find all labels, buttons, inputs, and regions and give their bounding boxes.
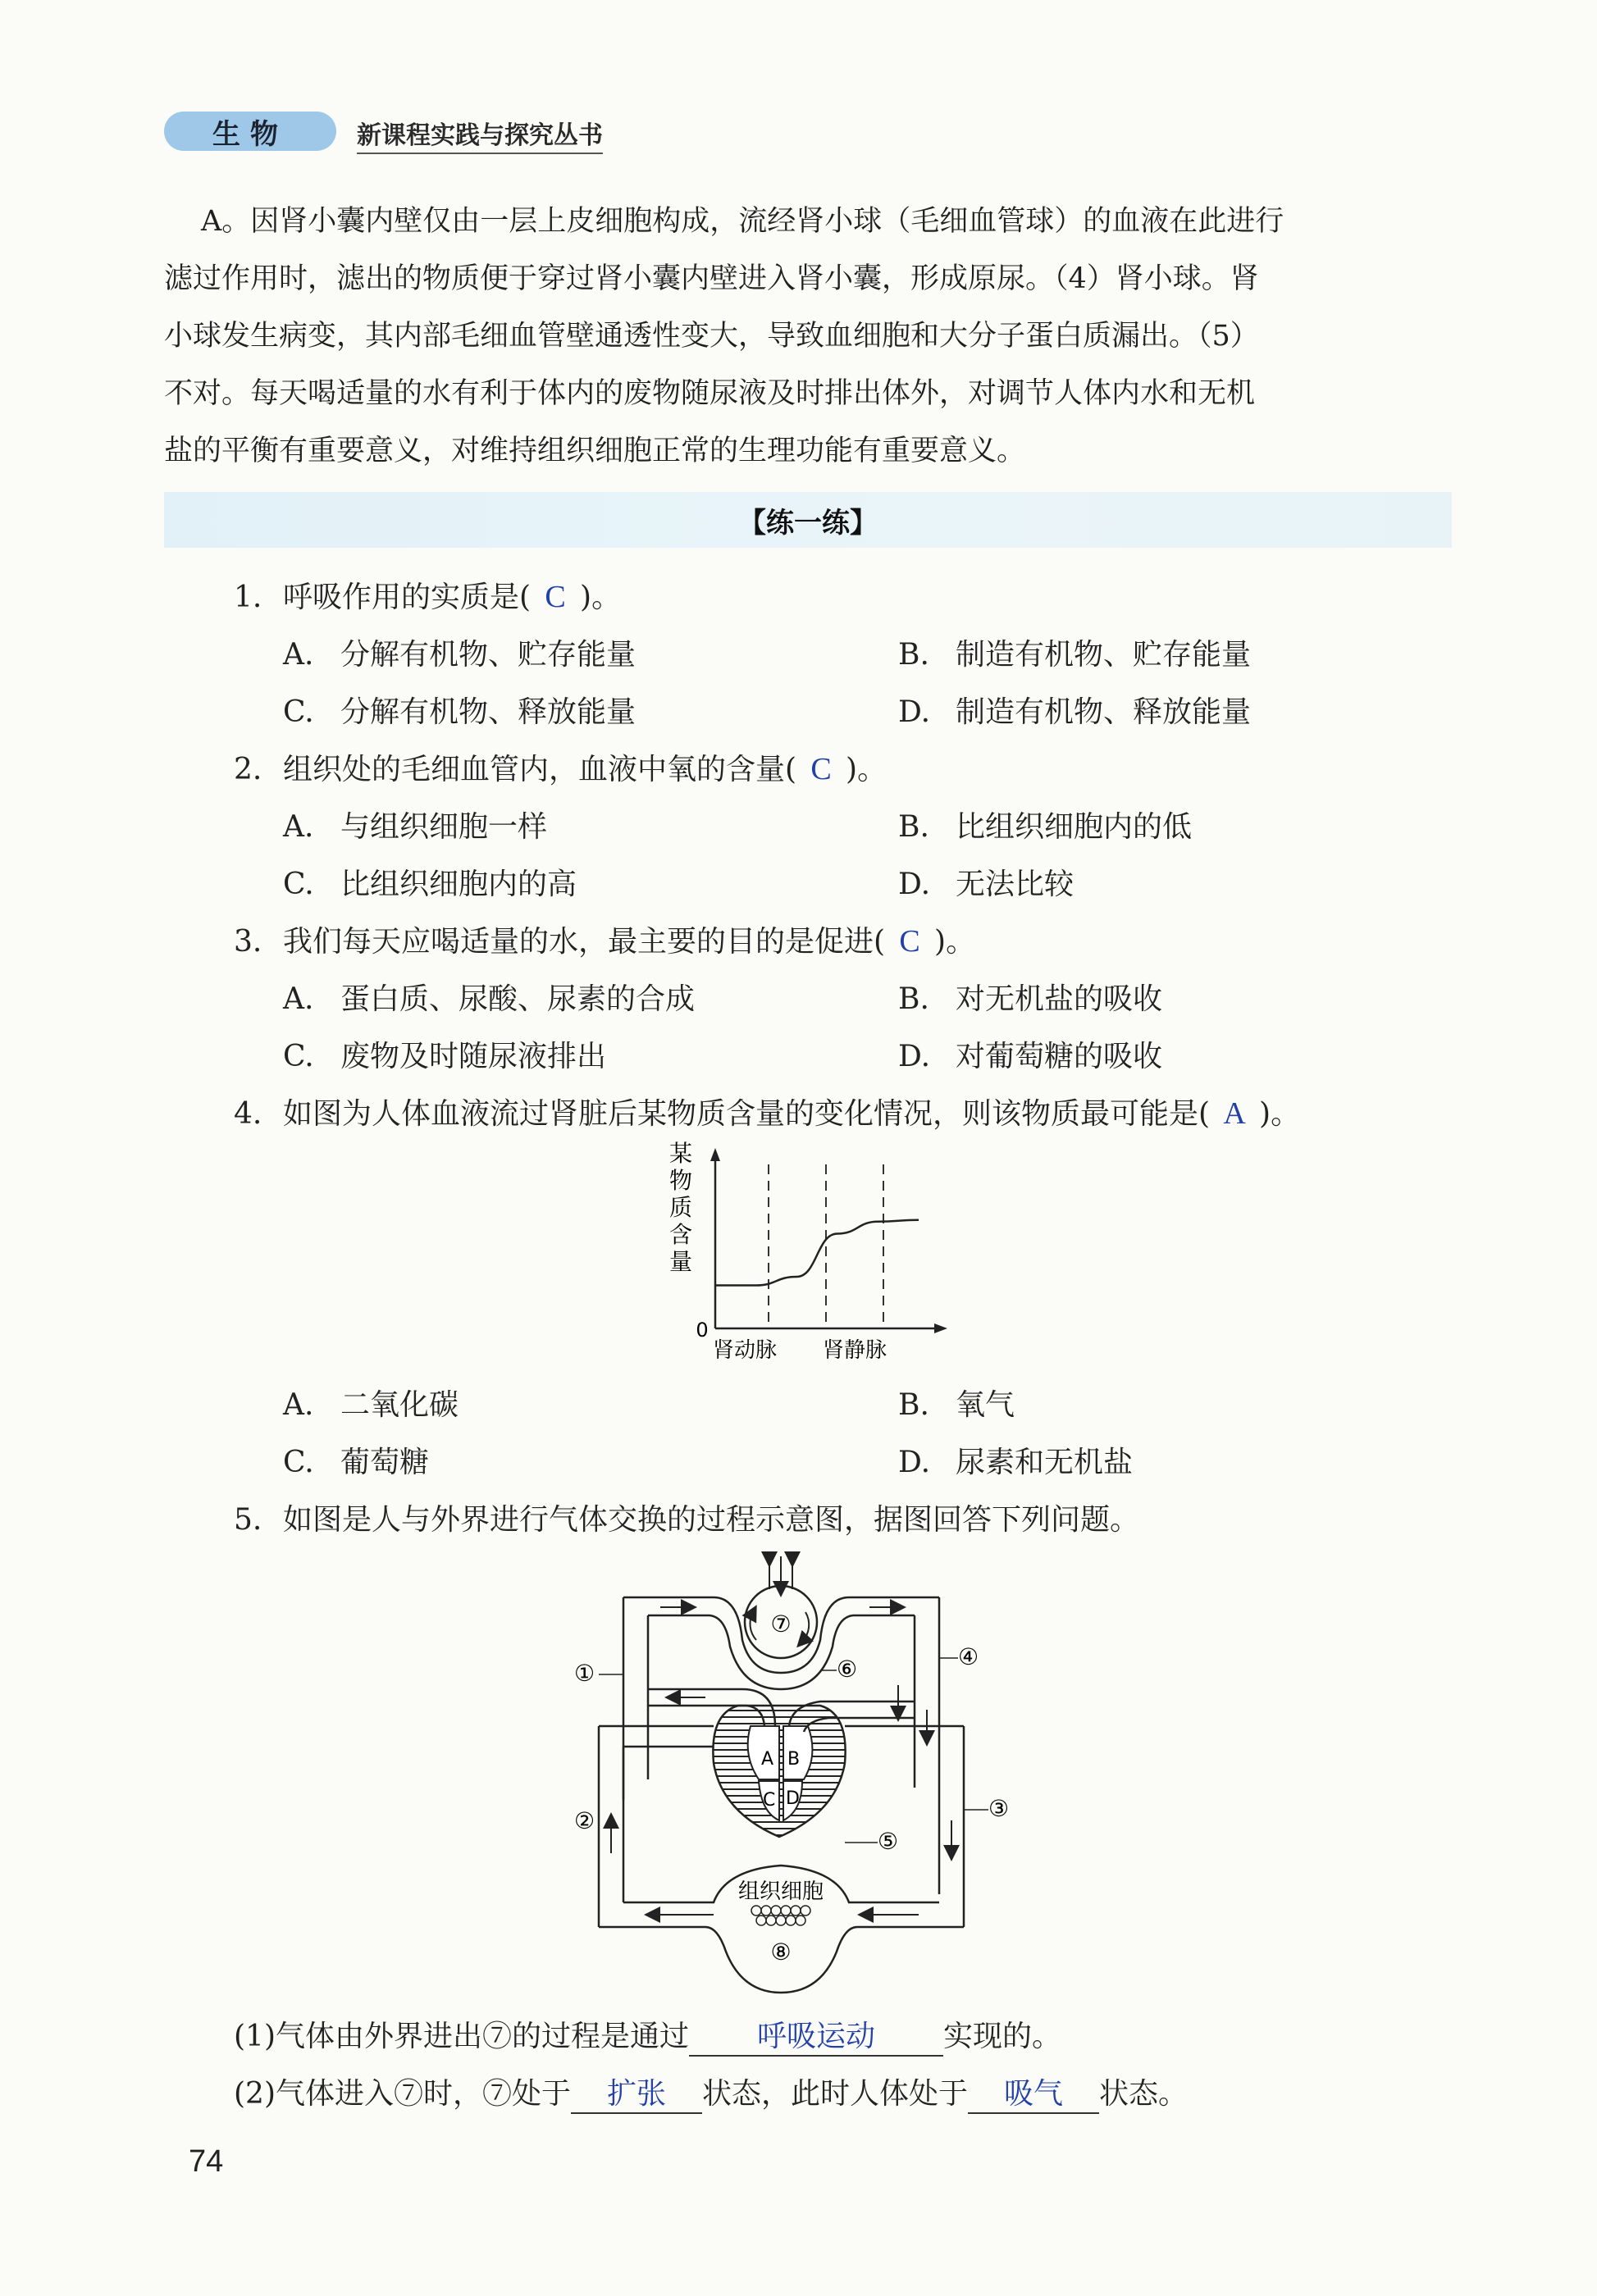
option-c: [283, 1033, 606, 1075]
option-letter: C.: [283, 868, 314, 901]
option-text: 氧气: [956, 1388, 1015, 1422]
subquestion-text: 气体由外界进出⑦的过程是通过: [276, 2020, 690, 2053]
option-b: [898, 1382, 1015, 1424]
answer-blank[interactable]: 吸气: [968, 2070, 1099, 2114]
option-letter: B.: [898, 810, 929, 844]
intro-line: 小球发生病变，其内部毛细血管壁通透性变大，导致血细胞和大分子蛋白质漏出。（5）: [164, 320, 1259, 353]
label-2: ②: [574, 1807, 595, 1834]
label-6: ⑥: [837, 1656, 858, 1683]
option-d: [898, 689, 1251, 731]
option-a: [283, 1382, 459, 1424]
question-5: [234, 1496, 1139, 1538]
answer-mark: A: [1223, 1096, 1246, 1131]
label-1: ①: [574, 1660, 595, 1687]
subquestion-2: [234, 2070, 1188, 2114]
option-letter: A.: [283, 982, 314, 1016]
option-d: [898, 1439, 1133, 1481]
question-3: [234, 918, 975, 960]
option-letter: D.: [898, 1446, 931, 1479]
intro-line: 不对。每天喝适量的水有利于体内的废物随尿液及时排出体外，对调节人体内水和无机: [164, 377, 1256, 410]
section-banner: 【练一练】: [164, 492, 1452, 548]
option-text: 废物及时随尿液排出: [340, 1040, 607, 1073]
kidney-chart: [656, 1140, 960, 1365]
y-axis-label-char: 质: [668, 1194, 693, 1221]
tissue-cell-label: 组织细胞: [737, 1879, 824, 1904]
question-2: [234, 746, 887, 788]
heart-label-c: C: [763, 1790, 776, 1811]
option-text: 无法比较: [956, 868, 1075, 901]
y-axis-label-char: 量: [668, 1248, 693, 1275]
option-letter: B.: [898, 982, 929, 1016]
question-number: 3.: [234, 925, 262, 959]
intro-line: 盐的平衡有重要意义，对维持组织细胞正常的生理功能有重要意义。: [164, 435, 1026, 467]
option-letter: D.: [898, 868, 931, 901]
option-d: [898, 861, 1074, 903]
subquestion-text: 气体进入⑦时，⑦处于: [276, 2077, 572, 2111]
option-letter: B.: [898, 638, 929, 672]
label-7: ⑦: [770, 1610, 792, 1638]
label-5: ⑤: [878, 1828, 899, 1855]
label-8: ⑧: [770, 1938, 792, 1966]
option-text: 制造有机物、贮存能量: [956, 638, 1252, 672]
question-stem: 组织处的毛细血管内，血液中氧的含量(: [283, 753, 797, 786]
subquestion-number: (1): [234, 2020, 276, 2053]
answer-mark: C: [810, 752, 832, 786]
option-c: [283, 1439, 429, 1481]
question-number: 1.: [234, 581, 262, 614]
option-text: 与组织细胞一样: [340, 810, 548, 844]
option-letter: D.: [898, 695, 931, 729]
option-text: 对无机盐的吸收: [956, 982, 1163, 1016]
option-text: 分解有机物、释放能量: [340, 695, 637, 729]
answer-blank[interactable]: 呼吸运动: [689, 2013, 943, 2057]
question-stem-end: )。: [934, 925, 976, 959]
question-stem: 我们每天应喝适量的水，最主要的目的是促进(: [283, 925, 886, 959]
option-b: [898, 631, 1251, 673]
label-3: ③: [988, 1795, 1010, 1822]
option-b: [898, 804, 1192, 845]
option-letter: C.: [283, 1446, 314, 1479]
option-letter: D.: [898, 1040, 931, 1073]
option-letter: C.: [283, 1040, 314, 1073]
x-axis-arrow: [934, 1323, 947, 1333]
label-4: ④: [958, 1643, 979, 1670]
heart-label-b: B: [787, 1749, 801, 1770]
option-c: [283, 689, 636, 731]
answer-mark: C: [545, 580, 566, 614]
tissue-cells: [751, 1906, 810, 1925]
question-number: 4.: [234, 1097, 262, 1131]
exchange-arrow: [802, 1612, 809, 1642]
subquestion-text: 状态。: [1099, 2077, 1189, 2111]
x-tick-label: 肾动脉: [712, 1338, 778, 1363]
option-text: 尿素和无机盐: [956, 1446, 1134, 1479]
option-text: 比组织细胞内的高: [340, 868, 577, 901]
option-letter: A.: [283, 638, 314, 672]
option-text: 制造有机物、释放能量: [956, 695, 1252, 729]
option-a: [283, 976, 695, 1018]
option-letter: A.: [283, 1388, 314, 1422]
question-stem-end: )。: [846, 753, 887, 786]
option-a: [283, 631, 636, 673]
question-stem: 如图为人体血液流过肾脏后某物质含量的变化情况，则该物质最可能是(: [283, 1097, 1211, 1131]
question-stem-end: )。: [1259, 1097, 1301, 1131]
y-axis-label-char: 物: [668, 1167, 693, 1194]
subject-badge: 生物: [164, 112, 336, 151]
exchange-arrow: [750, 1612, 756, 1640]
series-line: [715, 1220, 919, 1286]
x-tick-label: 肾静脉: [822, 1338, 887, 1363]
y-axis-label-char: 含: [668, 1221, 693, 1248]
option-letter: A.: [283, 810, 314, 844]
subquestion-number: (2): [234, 2077, 276, 2111]
subquestion-text: 状态，此时人体处于: [702, 2077, 969, 2111]
option-a: [283, 804, 547, 845]
answer-mark: C: [899, 924, 920, 959]
question-number: 5.: [234, 1503, 262, 1537]
y-axis-label: [669, 1140, 692, 1275]
subquestion-text: 实现的。: [943, 2020, 1062, 2053]
y-origin-label: 0: [696, 1319, 709, 1342]
question-number: 2.: [234, 753, 262, 786]
question-stem: 如图是人与外界进行气体交换的过程示意图，据图回答下列问题。: [283, 1503, 1140, 1537]
option-text: 蛋白质、尿酸、尿素的合成: [340, 982, 696, 1016]
y-axis-arrow: [710, 1148, 720, 1161]
option-d: [898, 1033, 1162, 1075]
heart-label-d: D: [786, 1788, 800, 1809]
option-letter: B.: [898, 1388, 929, 1422]
subquestion-1: [234, 2013, 1061, 2057]
page-number: 74: [189, 2144, 224, 2179]
option-text: 二氧化碳: [340, 1388, 459, 1422]
question-4: [234, 1091, 1300, 1132]
intro-paragraph: [164, 193, 1452, 480]
gas-exchange-diagram: [574, 1550, 1033, 2009]
series-title: 新课程实践与探究丛书: [357, 115, 603, 154]
page-header: [164, 107, 1476, 156]
option-c: [283, 861, 577, 903]
option-b: [898, 976, 1162, 1018]
question-1: [234, 574, 621, 616]
question-stem: 呼吸作用的实质是(: [283, 581, 532, 614]
option-text: 对葡萄糖的吸收: [956, 1040, 1163, 1073]
option-text: 比组织细胞内的低: [956, 810, 1193, 844]
option-text: 分解有机物、贮存能量: [340, 638, 637, 672]
y-axis-label-char: 某: [668, 1140, 693, 1167]
intro-line: 滤过作用时，滤出的物质便于穿过肾小囊内壁进入肾小囊，形成原尿。（4）肾小球。肾: [164, 262, 1259, 295]
answer-blank[interactable]: 扩张: [571, 2070, 702, 2114]
question-stem-end: )。: [580, 581, 622, 614]
option-letter: C.: [283, 695, 314, 729]
heart-label-a: A: [761, 1749, 774, 1770]
option-text: 葡萄糖: [340, 1446, 430, 1479]
intro-line: A。因肾小囊内壁仅由一层上皮细胞构成，流经肾小球（毛细血管球）的血液在此进行: [201, 205, 1284, 238]
